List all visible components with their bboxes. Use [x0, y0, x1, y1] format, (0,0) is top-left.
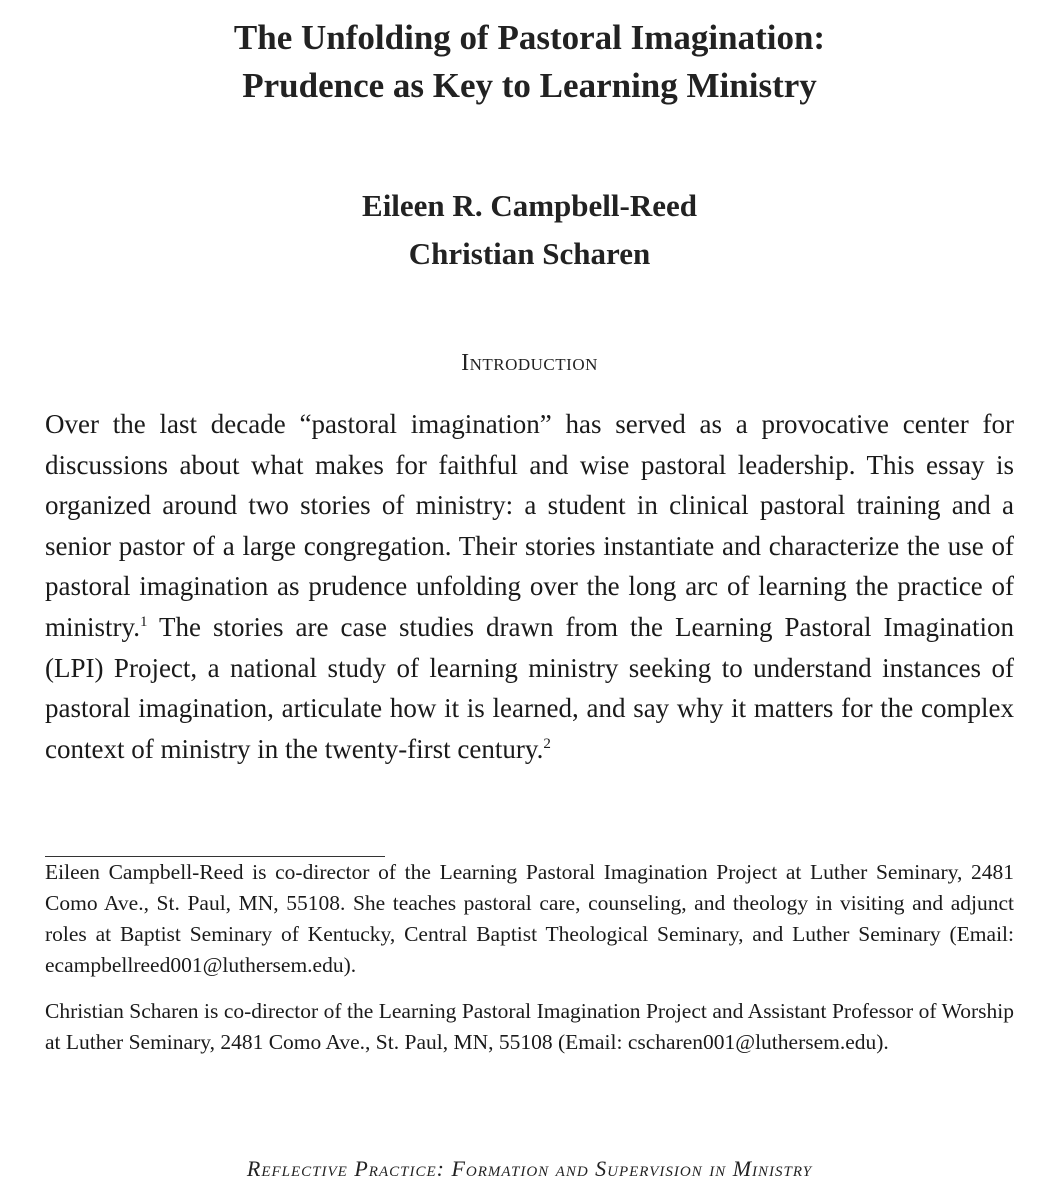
introduction-paragraph [45, 404, 1014, 769]
footnote-author-2-bio: Christian Scharen is co-director of the Learning Pastoral Imagination Project and Assistant Professor of Worship at Luther Seminary, 2481 Como Ave., St. Paul, MN, 55108 (Email: cscharen001@luthersem.edu). [45, 999, 1014, 1054]
article-title-line-1: The Unfolding of Pastoral Imagination: [233, 18, 826, 57]
introduction-text-part-1: Over the last decade “pastoral imagination” has served as a provocative center for discussions about what makes for faithful and wise pastoral leadership. This essay is organized around two stories of ministry: a student in clinical pastoral training and a senior pastor of a large congregation. Their stories instantiate and characterize the use of pastoral imagination as prudence unfolding over the long arc of learning the practice of ministry. [45, 409, 1014, 642]
article-title [0, 14, 1059, 110]
footnote-author-1-bio: Eileen Campbell-Reed is co-director of the Learning Pastoral Imagination Project at Luther Seminary, 2481 Como Ave., St. Paul, MN, 55108. She teaches pastoral care, counseling, and theology in visiting and adjunct roles at Baptist Seminary of Kentucky, Central Baptist Theological Seminary, and Luther Seminary (Email: ecampbellreed001@luthersem.edu). [45, 860, 1014, 977]
journal-footer: Reflective Practice: Formation and Supervision in Ministry [246, 1156, 813, 1181]
section-heading-introduction: Introduction [461, 350, 598, 376]
author-name-1: Eileen R. Campbell-Reed [362, 188, 697, 223]
footnote-reference-1: 1 [140, 613, 148, 630]
footnote-reference-2: 2 [543, 735, 551, 752]
introduction-text-part-2: The stories are case studies drawn from the Learning Pastoral Imagination (LPI) Project, a national study of learning ministry seeking to understand instances of pastoral imagination, articulate how it is learned, and say why it matters for the complex context of ministry in the twenty-first century. [45, 611, 1014, 764]
author-name-2: Christian Scharen [408, 236, 651, 271]
article-title-line-2: Prudence as Key to Learning Ministry [242, 66, 817, 105]
author-list [0, 182, 1059, 278]
